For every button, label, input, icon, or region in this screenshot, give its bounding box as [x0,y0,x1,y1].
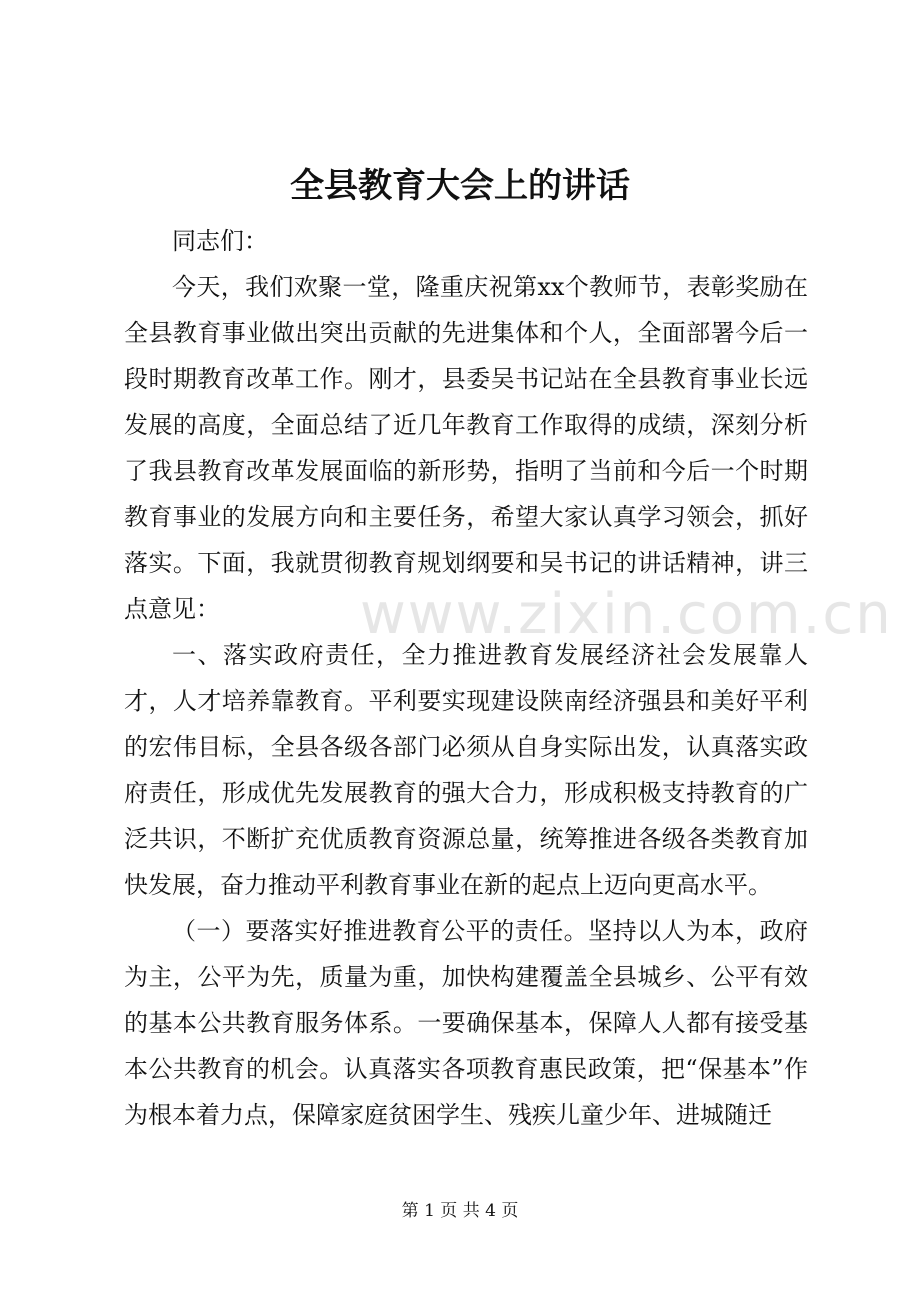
section-one-paragraph: 一、落实政府责任，全力推进教育发展经济社会发展靠人才，人才培养靠教育。平利要实现建设陕南经济强县和美好平利的宏伟目标，全县各级各部门必须从自身实际出发，认真落实政府责任，形成优先发展教育的强大合力，形成积极支持教育的广泛共识，不断扩充优质教育资源总量，统筹推进各级各类教育加快发展，奋力推动平利教育事业在新的起点上迈向更高水平。 [124,641,808,899]
subsection-one-paragraph: （一）要落实好推进教育公平的责任。坚持以人为本，政府为主，公平为先，质量为重，加快构建覆盖全县城乡、公平有效的基本公共教育服务体系。一要确保基本，保障人人都有接受基本公共教育的机会。认真落实各项教育惠民政策，把“保基本”作为根本着力点，保障家庭贫困学生、残疾儿童少年、进城随迁 [124,917,808,1129]
page-number-footer: 第 1 页 共 4 页 [401,1201,519,1221]
document-title: 全县教育大会上的讲话 [290,166,630,206]
document-body [124,218,808,1138]
watermark: www.zixin.com.cn [360,582,893,647]
intro-paragraph: 今天，我们欢聚一堂，隆重庆祝第xx个教师节，表彰奖励在全县教育事业做出突出贡献的先进集体和个人，全面部署今后一段时期教育改革工作。刚才，县委吴书记站在全县教育事业长远发展的高度，全面总结了近几年教育工作取得的成绩，深刻分析了我县教育改革发展面临的新形势，指明了当前和今后一个时期教育事业的发展方向和主要任务，希望大家认真学习领会，抓好落实。下面，我就贯彻教育规划纲要和吴书记的讲话精神，讲三点意见： [124,273,808,623]
salutation-paragraph: 同志们： [172,227,268,255]
